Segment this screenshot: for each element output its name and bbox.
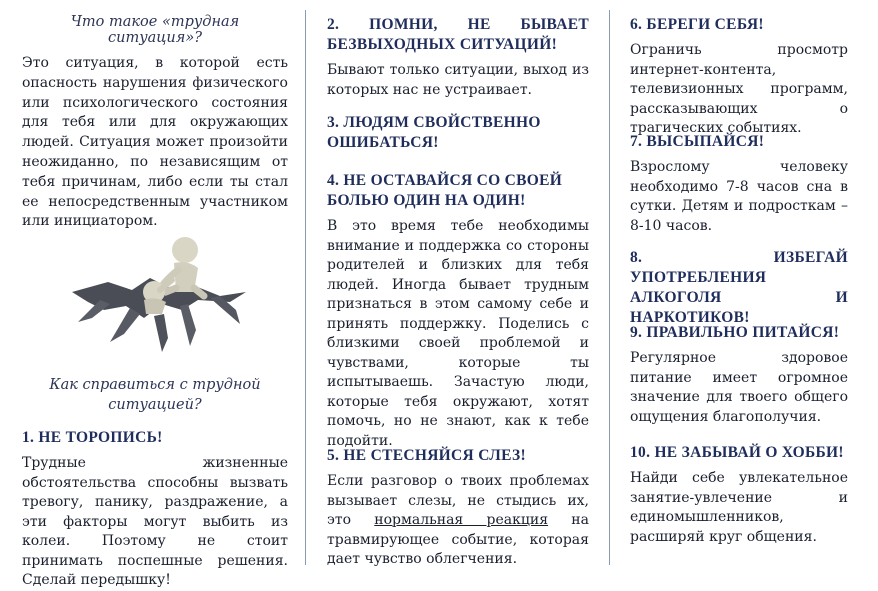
tip-9-title: 9. ПРАВИЛЬНО ПИТАЙСЯ! (630, 324, 840, 341)
column-divider (609, 10, 610, 565)
tip-3-title: 3. ЛЮДЯМ СВОЙСТВЕННО ОШИБАТЬСЯ! (327, 114, 541, 151)
tip-2-title: 2. ПОМНИ, НЕ БЫВАЕТ БЕЗВЫХОДНЫХ СИТУАЦИЙ! (327, 16, 589, 53)
tip-2-text: Бывают только ситуации, выход из которых нас не устраивает. (327, 62, 589, 98)
tip-1 (22, 428, 288, 591)
tip-1-text: Трудные жизненные обстоятельства способны вызвать тревогу, панику, раздражение, а эти факторы могут выбить из колеи. Поэтому не стоит принимать поспешные решения. Сделай передышку! (22, 455, 288, 588)
tip-5-text (327, 472, 589, 570)
tip-6-title: 6. БЕРЕГИ СЕБЯ! (630, 16, 764, 33)
tip-10 (630, 443, 848, 547)
tip-8-title: 8. ИЗБЕГАЙ УПОТРЕБЛЕНИЯ АЛКОГОЛЯ И НАРКОТИКОВ! (630, 249, 848, 326)
tip-5-text-part-a: Если разговор о твоих проблемах вызывает слезы, не стыдись их, это (327, 473, 589, 528)
tip-10-title: 10. НЕ ЗАБЫВАЙ О ХОББИ! (630, 444, 844, 461)
tip-6-text: Ограничь просмотр интернет-контента, телевизионных программ, рассказывающих о трагических событиях. (630, 42, 848, 136)
tip-4-text: В это время тебе необходимы внимание и поддержка со стороны родителей и близких для тебя людей. Иногда бывает трудным признаться в этом самому себе и принять поддержку. Поделись с близкими своей проблемой и чувствами, которые ты испытываешь. Зачастую люди, которые тебя окружают, хотят помочь, но не знают, как к тебе подойти. (327, 218, 589, 449)
tip-8 (630, 248, 848, 328)
tip-6 (630, 15, 848, 139)
tip-5-text-underlined: нормальная реакция (374, 512, 549, 528)
column-divider (305, 10, 306, 565)
tip-7 (630, 132, 848, 236)
column-3 (630, 0, 848, 573)
tip-7-text: Взрослому человеку необходимо 7-8 часов сна в сутки. Детям и подросткам – 8-10 часов. (630, 159, 848, 234)
tip-9 (630, 323, 848, 427)
question-heading-2: Как справиться с трудной ситуацией? (49, 377, 261, 413)
column-1 (22, 0, 288, 588)
tip-7-title: 7. ВЫСЫПАЙСЯ! (630, 133, 765, 150)
tip-9-text: Регулярное здоровое питание имеет огромное значение для твоего общего ощущения благополучия. (630, 350, 848, 425)
tip-10-text: Найди себе увлекательное занятие-увлечение и единомышленников, расширяй круг общения. (630, 470, 848, 545)
definition-text: Это ситуация, в которой есть опасность нарушения физического или психологического состояния для тебя или для окружающих людей. Ситуация может произойти неожиданно, по независящим от тебя причинам, либо если ты стал ее непосредственным участником или инициатором. (22, 55, 288, 230)
tip-5-title: 5. НЕ СТЕСНЯЙСЯ СЛЕЗ! (327, 447, 526, 464)
tip-5-text-part-b: на травмирующее событие, которая дает чувство облегчения. (327, 512, 589, 567)
tip-3 (327, 113, 589, 153)
column-2 (327, 0, 589, 573)
tip-2 (327, 15, 589, 100)
tip-5 (327, 446, 589, 570)
question-heading: Что такое «трудная ситуация»? (70, 14, 240, 46)
figure-helping-figure-from-crack-icon (70, 230, 248, 354)
tip-4 (327, 171, 589, 451)
tip-4-title: 4. НЕ ОСТАВАЙСЯ СО СВОЕЙ БОЛЬЮ ОДИН НА ОДИН! (327, 172, 563, 209)
tip-1-title: 1. НЕ ТОРОПИСЬ! (22, 429, 163, 446)
